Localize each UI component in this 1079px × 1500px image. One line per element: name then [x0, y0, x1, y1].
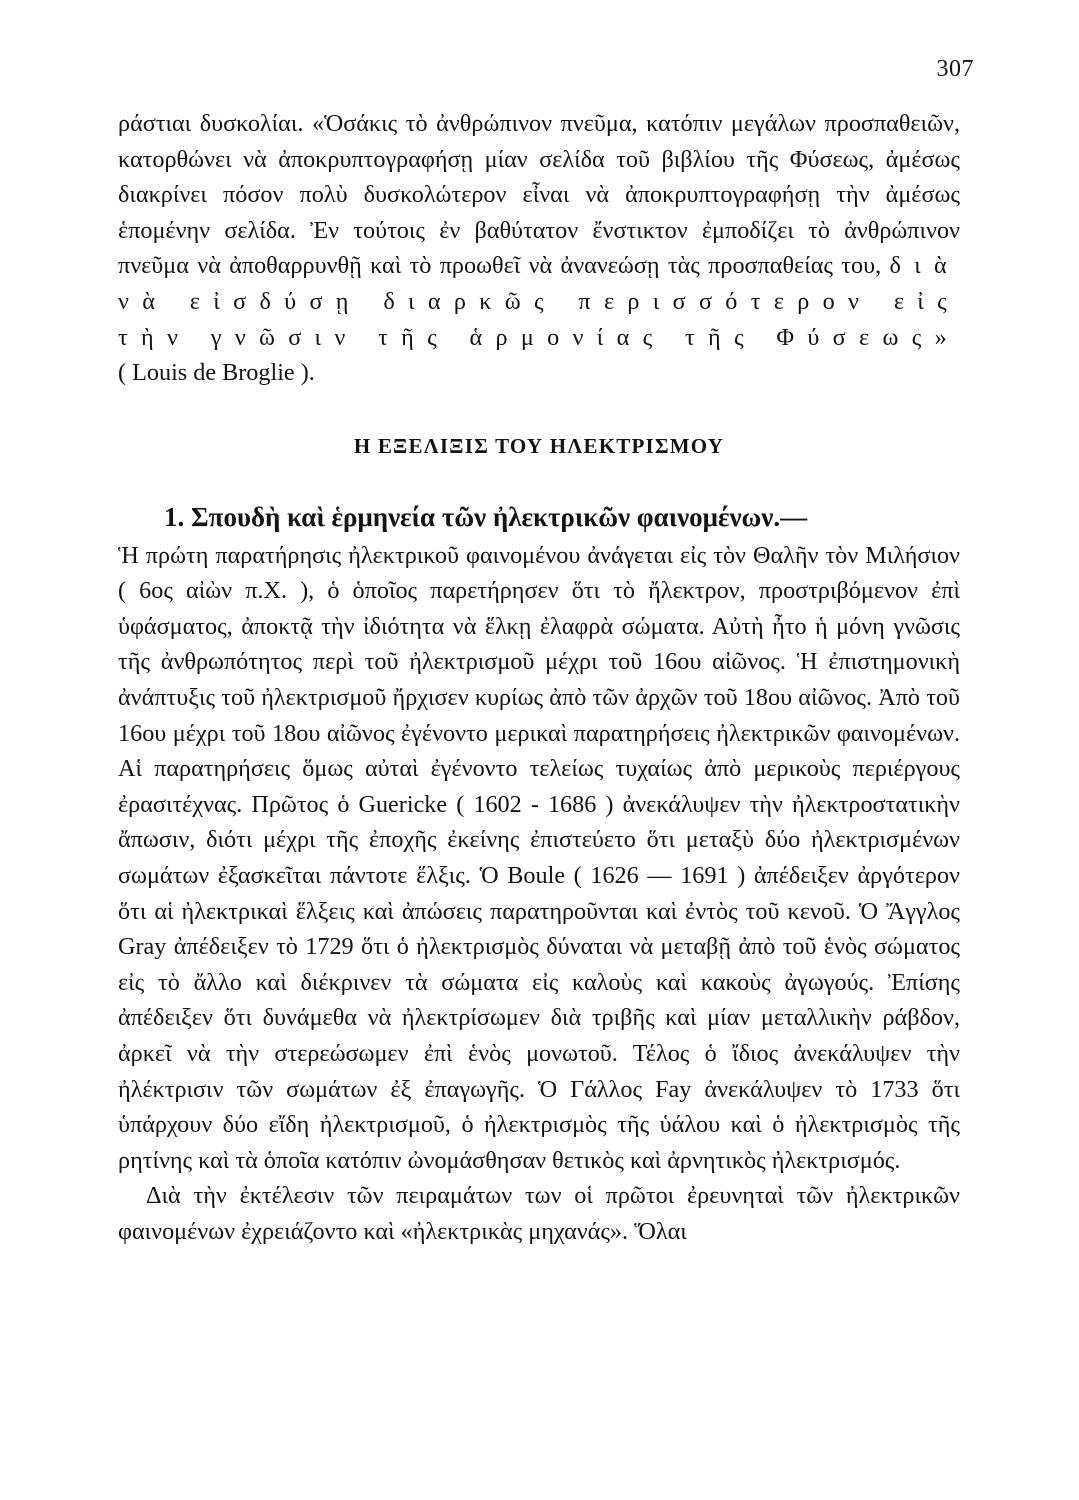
- section-1: [118, 500, 960, 1249]
- page-number: 307: [936, 56, 974, 82]
- chapter-heading: Η ΕΞΕΛΙΞΙΣ ΤΟΥ ΗΛΕΚΤΡΙΣΜΟΥ: [353, 434, 725, 458]
- quote-attribution: ( Louis de Broglie ).: [118, 359, 315, 387]
- intro-text: ράστιαι δυσκολίαι. «Ὁσάκις τὸ ἀνθρώπινον πνεῦμα, κατόπιν μεγάλων προσπαθειῶν, κατορθώνει νὰ ἀποκρυπτογραφήσῃ μίαν σελίδα τοῦ βιβλίου τῆς Φύσεως, ἀμέσως διακρίνει πόσον πολὺ δυσκολώτερον εἶναι νὰ ἀποκρυπτογραφήσῃ τὴν ἀμέσως ἑπομένην σελίδα. Ἐν τούτοις ἐν βαθύτατον ἔνστικτον ἐμποδίζει τὸ ἀνθρώπινον πνεῦμα νὰ ἀποθαρρυνθῇ καὶ τὸ προωθεῖ νὰ ἀνανεώσῃ τὰς προσπαθείας του,: [118, 110, 960, 280]
- section-paragraph-2: Διὰ τὴν ἐκτέλεσιν τῶν πειραμάτων των οἱ πρῶτοι ἐρευνηταὶ τῶν ἠλεκτρικῶν φαινομένων ἐχρειάζοντο καὶ «ἠλεκτρικὰς μηχανάς». Ὅλαι: [118, 1182, 960, 1245]
- section-title: 1. Σπουδὴ καὶ ἑρμηνεία τῶν ἠλεκτρικῶν φαινομένων.—: [164, 502, 808, 532]
- intro-paragraph: [118, 106, 960, 391]
- section-paragraph-1: Ἡ πρώτη παρατήρησις ἠλεκτρικοῦ φαινομένου ἀνάγεται εἰς τὸν Θαλῆν τὸν Μιλήσιον ( 6ος αἰὼν π.Χ. ), ὁ ὁποῖος παρετήρησεν ὅτι τὸ ἤλεκτρον, προστριβόμενον ἐπὶ ὑφάσματος, ἀποκτᾷ τὴν ἰδιότητα νὰ ἕλκῃ ἐλαφρὰ σώματα. Αὐτὴ ἦτο ἡ μόνη γνῶσις τῆς ἀνθρωπότητος περὶ τοῦ ἠλεκτρισμοῦ μέχρι τοῦ 16ου αἰῶνος. Ἡ ἐπιστημονικὴ ἀνάπτυξις τοῦ ἠλεκτρισμοῦ ἤρχισεν κυρίως ἀπὸ τῶν ἀρχῶν τοῦ 18ου αἰῶνος. Ἀπὸ τοῦ 16ου μέχρι τοῦ 18ου αἰῶνος ἐγένοντο μερικαὶ παρατηρήσεις ἠλεκτρικῶν φαινομένων. Αἱ παρατηρήσεις ὅμως αὐταὶ ἐγένοντο τελείως τυχαίως ἀπὸ μερικοὺς περιέργους ἐρασιτέχνας. Πρῶτος ὁ Guericke ( 1602 - 1686 ) ἀνεκάλυψεν τὴν ἠλεκτροστατικὴν ἄπωσιν, διότι μέχρι τῆς ἐποχῆς ἐκείνης ἐπιστεύετο ὅτι μεταξὺ δύο ἠλεκτρισμένων σωμάτων ἐξασκεῖται πάντοτε ἕλξις. Ὁ Boule ( 1626 — 1691 ) ἀπέδειξεν ἀργότερον ὅτι αἱ ἠλεκτρικαὶ ἕλξεις καὶ ἀπώσεις παρατηροῦνται καὶ ἐντὸς τοῦ κενοῦ. Ὁ Ἄγγλος Gray ἀπέδειξεν τὸ 1729 ὅτι ὁ ἠλεκτρισμὸς δύναται νὰ μεταβῇ ἀπὸ τοῦ ἑνὸς σώματος εἰς τὸ ἄλλο καὶ διέκρινεν τὰ σώματα εἰς καλοὺς καὶ κακοὺς ἀγωγούς. Ἐπίσης ἀπέδειξεν ὅτι δυνάμεθα νὰ ἠλεκτρίσωμεν διὰ τριβῆς καὶ μίαν μεταλλικὴν ράβδον, ἀρκεῖ νὰ τὴν στερεώσωμεν ἐπὶ ἑνὸς μονωτοῦ. Τέλος ὁ ἴδιος ἀνεκάλυψεν τὴν ἠλέκτρισιν τῶν σωμάτων ἐξ ἐπαγωγῆς. Ὁ Γάλλος Fay ἀνεκάλυψεν τὸ 1733 ὅτι ὑπάρχουν δύο εἴδη ἠλεκτρισμοῦ, ὁ ἠλεκτρισμὸς τῆς ὑάλου καὶ ὁ ἠλεκτρισμὸς τῆς ρητίνης καὶ τὰ ὁποῖα κατόπιν ὠνομάσθησαν θετικὸς καὶ ἀρνητικὸς ἠλεκτρισμός.: [118, 541, 960, 1174]
- intro-quote: [118, 106, 960, 391]
- intro-spaced-text: διὰ νὰ εἰσδύσῃ διαρκῶς περισσότερον εἰς τὴν γνῶσιν τῆς ἁρμονίας τῆς Φύσεως»: [118, 252, 960, 351]
